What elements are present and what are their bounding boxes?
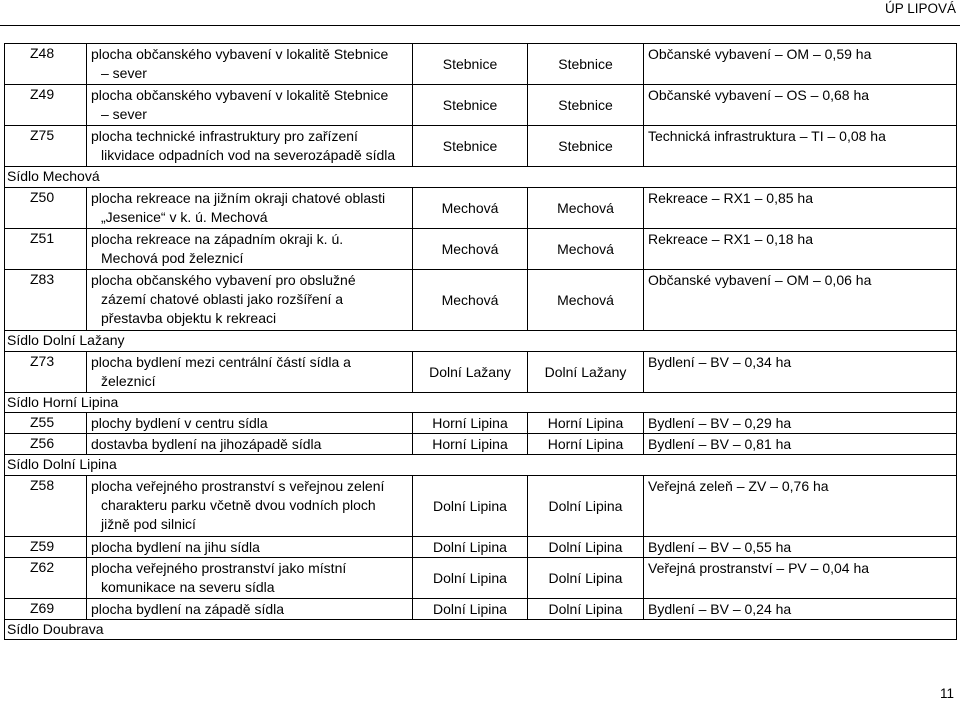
section-row [5,167,957,188]
description-line: plochy bydlení v centru sídla [91,415,268,431]
plot-description [87,126,413,167]
settlement: Horní Lipina [528,434,644,455]
settlement: Dolní Lipina [528,476,644,537]
cadastral-area: Dolní Lipina [413,558,528,599]
description-line: „Jesenice“ v k. ú. Mechová [101,209,268,225]
table-row [5,476,957,537]
section-label: Sídlo Dolní Lipina [5,455,957,476]
cadastral-area: Horní Lipina [413,434,528,455]
table-row [5,413,957,434]
land-use: Bydlení – BV – 0,24 ha [644,599,957,620]
table-row [5,126,957,167]
plot-description [87,270,413,331]
description-line: – sever [101,65,147,81]
plot-id: Z48 [5,44,87,85]
section-row [5,620,957,640]
table-row [5,434,957,455]
plot-id: Z49 [5,85,87,126]
description-line: likvidace odpadních vod na severozápadě sídla [101,147,396,163]
plot-description [87,599,413,620]
section-label: Sídlo Horní Lipina [5,393,957,413]
cadastral-area: Horní Lipina [413,413,528,434]
land-use: Rekreace – RX1 – 0,85 ha [644,188,957,229]
settlement: Mechová [528,188,644,229]
land-use: Rekreace – RX1 – 0,18 ha [644,229,957,270]
land-use: Bydlení – BV – 0,34 ha [644,352,957,393]
settlement: Stebnice [528,85,644,126]
land-use: Bydlení – BV – 0,81 ha [644,434,957,455]
plot-id: Z50 [5,188,87,229]
land-use: Bydlení – BV – 0,55 ha [644,537,957,558]
description-line: jižně pod silnicí [101,516,196,532]
plot-id: Z59 [5,537,87,558]
settlement: Mechová [528,229,644,270]
cadastral-area: Dolní Lažany [413,352,528,393]
plot-id: Z75 [5,126,87,167]
plot-description [87,85,413,126]
cadastral-area: Mechová [413,229,528,270]
section-label: Sídlo Mechová [5,167,957,188]
section-label: Sídlo Doubrava [5,620,957,640]
plot-description [87,44,413,85]
table-row [5,44,957,85]
description-line: plocha bydlení na západě sídla [91,601,285,617]
cadastral-area: Dolní Lipina [413,599,528,620]
plot-id: Z51 [5,229,87,270]
description-line: plocha veřejného prostranství jako místní [91,560,347,576]
plot-id: Z73 [5,352,87,393]
plots-table [4,43,957,640]
settlement: Dolní Lipina [528,558,644,599]
settlement: Mechová [528,270,644,331]
document-header-title: ÚP LIPOVÁ [884,1,956,16]
settlement: Stebnice [528,126,644,167]
cadastral-area: Stebnice [413,44,528,85]
section-row [5,455,957,476]
plot-description [87,413,413,434]
description-line: dostavba bydlení na jihozápadě sídla [91,436,322,452]
plot-description [87,434,413,455]
settlement: Dolní Lipina [528,599,644,620]
description-line: plocha bydlení mezi centrální částí sídla a [91,354,351,370]
description-line: plocha bydlení na jihu sídla [91,539,260,555]
settlement: Stebnice [528,44,644,85]
cadastral-area: Dolní Lipina [413,476,528,537]
land-use: Občanské vybavení – OM – 0,06 ha [644,270,957,331]
plot-id: Z58 [5,476,87,537]
plot-id: Z83 [5,270,87,331]
land-use: Technická infrastruktura – TI – 0,08 ha [644,126,957,167]
description-line: železnicí [101,373,156,389]
land-use: Občanské vybavení – OS – 0,68 ha [644,85,957,126]
plot-id: Z62 [5,558,87,599]
description-line: – sever [101,106,147,122]
plot-description [87,558,413,599]
land-use: Občanské vybavení – OM – 0,59 ha [644,44,957,85]
land-use: Veřejná zeleň – ZV – 0,76 ha [644,476,957,537]
settlement: Horní Lipina [528,413,644,434]
plot-description [87,188,413,229]
description-line: plocha rekreace na jižním okraji chatové oblasti [91,190,386,206]
cadastral-area: Mechová [413,188,528,229]
section-row [5,331,957,352]
description-line: komunikace na severu sídla [101,579,275,595]
table-row [5,352,957,393]
plot-id: Z55 [5,413,87,434]
settlement: Dolní Lipina [528,537,644,558]
plot-description [87,537,413,558]
description-line: charakteru parku včetně dvou vodních ploch [101,497,376,513]
plot-id: Z56 [5,434,87,455]
description-line: plocha občanského vybavení pro obslužné [91,272,356,288]
section-label: Sídlo Dolní Lažany [5,331,957,352]
table-row [5,188,957,229]
description-line: zázemí chatové oblasti jako rozšíření a [101,291,344,307]
description-line: Mechová pod železnicí [101,250,244,266]
table-row [5,85,957,126]
cadastral-area: Mechová [413,270,528,331]
description-line: přestavba objektu k rekreaci [101,310,277,326]
section-row [5,393,957,413]
land-use: Veřejná prostranství – PV – 0,04 ha [644,558,957,599]
table-row [5,558,957,599]
settlement: Dolní Lažany [528,352,644,393]
table-row [5,270,957,331]
header-rule [0,25,960,26]
plot-description [87,476,413,537]
description-line: plocha veřejného prostranství s veřejnou zelení [91,478,385,494]
cadastral-area: Stebnice [413,126,528,167]
cadastral-area: Dolní Lipina [413,537,528,558]
plot-description [87,229,413,270]
page-number: 11 [939,686,954,701]
description-line: plocha rekreace na západním okraji k. ú. [91,231,344,247]
description-line: plocha občanského vybavení v lokalitě Stebnice [91,87,389,103]
plot-id: Z69 [5,599,87,620]
land-use: Bydlení – BV – 0,29 ha [644,413,957,434]
table-row [5,537,957,558]
table-row [5,599,957,620]
description-line: plocha technické infrastruktury pro zařízení [91,128,358,144]
description-line: plocha občanského vybavení v lokalitě Stebnice [91,46,389,62]
cadastral-area: Stebnice [413,85,528,126]
table-row [5,229,957,270]
plot-description [87,352,413,393]
